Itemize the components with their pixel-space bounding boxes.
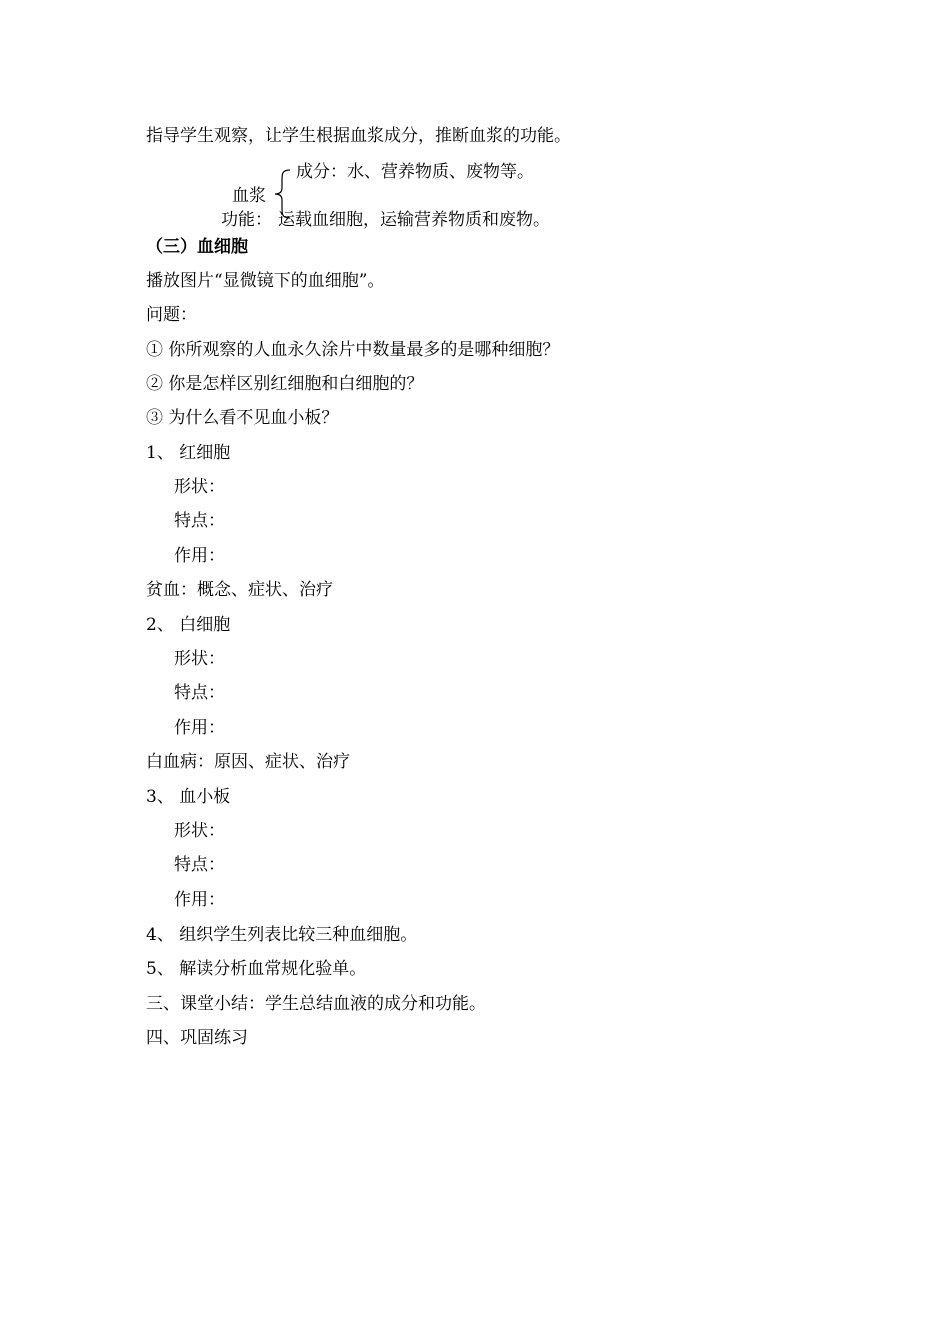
section-heading: （三）血细胞 <box>146 237 248 257</box>
plasma-composition: 成分：水、营养物质、废物等。 <box>296 162 534 182</box>
white-cell-feature: 特点： <box>174 683 225 703</box>
item-5: 5、 解读分析血常规化验单。 <box>146 959 367 979</box>
intro-line: 指导学生观察，让学生根据血浆成分，推断血浆的功能。 <box>146 126 571 146</box>
item-4: 4、 组织学生列表比较三种血细胞。 <box>146 925 418 945</box>
question-1: ① 你所观察的人血永久涂片中数量最多的是哪种细胞？ <box>146 340 560 360</box>
platelet-shape: 形状： <box>174 821 225 841</box>
red-cell-title: 1、 红细胞 <box>146 443 231 463</box>
red-cell-role: 作用： <box>174 546 225 566</box>
leukemia-line: 白血病：原因、症状、治疗 <box>146 752 350 772</box>
question-3: ③ 为什么看不见血小板？ <box>146 408 339 428</box>
white-cell-role: 作用： <box>174 718 225 738</box>
platelet-title: 3、 血小板 <box>146 787 231 807</box>
white-cell-title: 2、 白细胞 <box>146 615 231 635</box>
practice-line: 四、巩固练习 <box>146 1028 248 1048</box>
play-picture-line: 播放图片“显微镜下的血细胞”。 <box>146 271 385 291</box>
platelet-role: 作用： <box>174 890 225 910</box>
questions-label: 问题： <box>146 305 197 325</box>
plasma-function-text: 运载血细胞，运输营养物质和废物。 <box>278 210 550 230</box>
platelet-feature: 特点： <box>174 855 225 875</box>
summary-line: 三、课堂小结：学生总结血液的成分和功能。 <box>146 994 486 1014</box>
red-cell-feature: 特点： <box>174 511 225 531</box>
question-2: ② 你是怎样区别红细胞和白细胞的？ <box>146 374 424 394</box>
anemia-line: 贫血：概念、症状、治疗 <box>146 580 333 600</box>
white-cell-shape: 形状： <box>174 649 225 669</box>
red-cell-shape: 形状： <box>174 477 225 497</box>
plasma-function-label: 功能： <box>221 210 272 230</box>
plasma-label: 血浆 <box>232 186 266 206</box>
